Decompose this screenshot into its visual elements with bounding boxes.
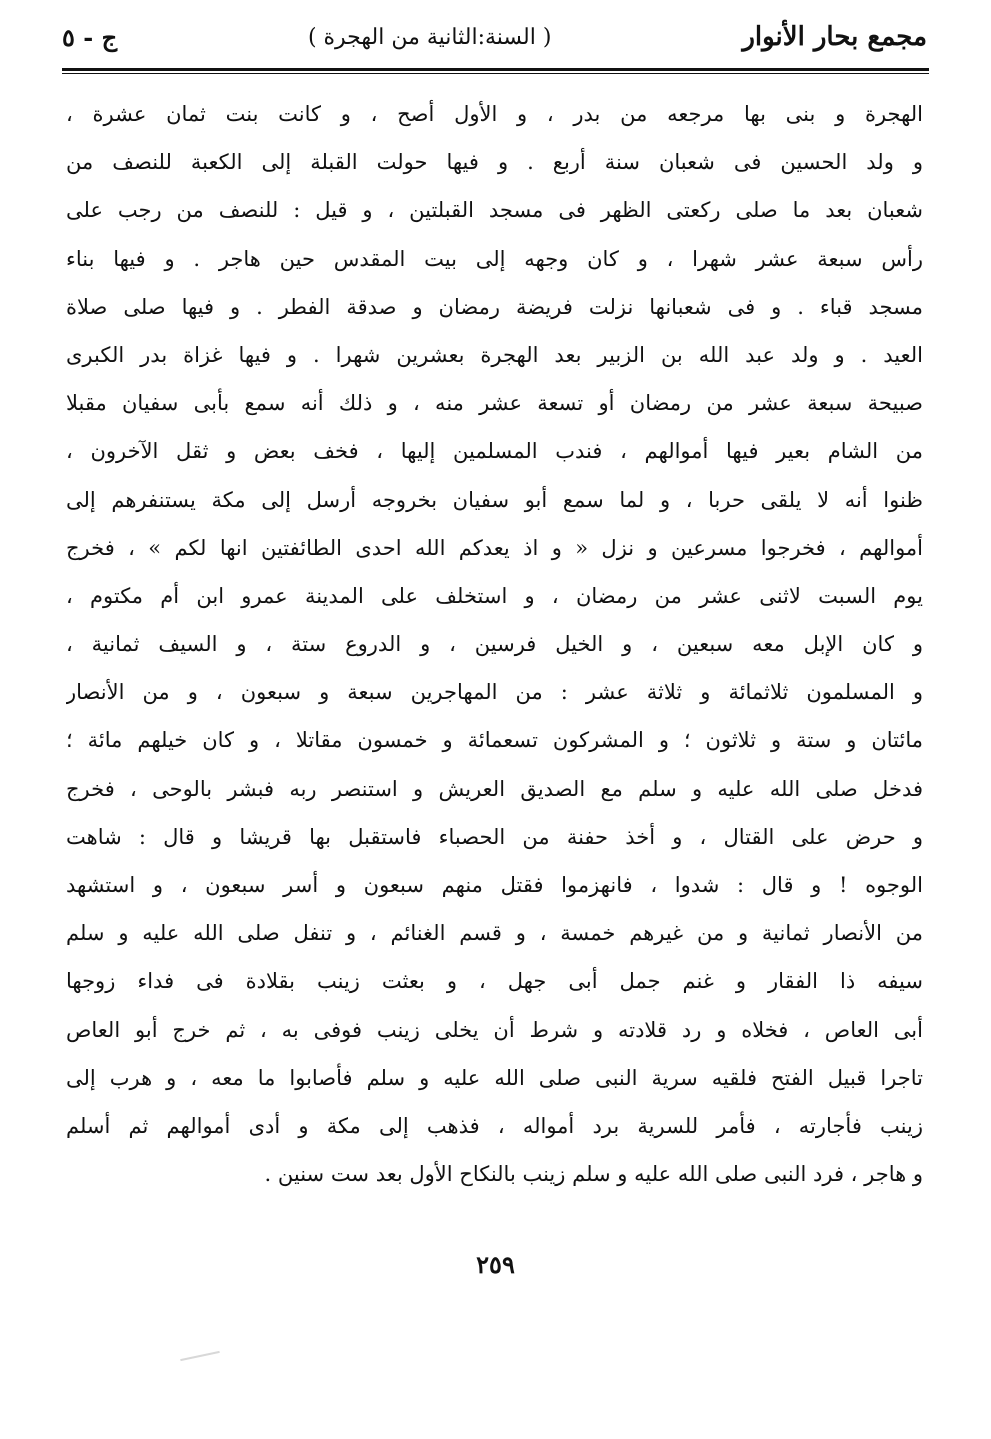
text-line: و ولد الحسين فى شعبان سنة أربع . و فيها حولت القبلة إلى الكعبة للنصف من — [66, 150, 923, 175]
text-line: أبى العاص ، فخلاه و رد قلادته و شرط أن يخلى زينب فوفى به ، ثم خرج أبو العاص — [66, 1017, 923, 1042]
page-body — [66, 90, 923, 1198]
text-line: من الشام بعير فيها أموالهم ، فندب المسلمين إليها ، فخف بعض و ثقل الآخرون ، — [66, 439, 923, 464]
section-title: ( السنة:الثانية من الهجرة ) — [307, 24, 552, 50]
text-line: أموالهم ، فخرجوا مسرعين و نزل « و اذ يعدكم الله احدى الطائفتين انها لكم » ، فخرج — [66, 535, 923, 560]
scan-mark — [180, 1351, 220, 1361]
book-title: مجمع بحار الأنوار — [742, 22, 927, 52]
page-number: ٢٥٩ — [476, 1250, 515, 1279]
text-line: شعبان بعد ما صلى ركعتى الظهر فى مسجد القبلتين ، و قيل : للنصف من رجب على — [66, 198, 923, 223]
running-header — [62, 14, 927, 60]
text-line: رأس سبعة عشر شهرا ، و كان وجهه إلى بيت المقدس حين هاجر . و فيها بناء — [66, 246, 923, 271]
text-line: و المسلمون ثلاثمائة و ثلاثة عشر : من المهاجرين سبعة و سبعون ، و من الأنصار — [66, 680, 923, 705]
text-line: العيد . و ولد عبد الله بن الزبير بعد الهجرة بعشرين شهرا . و فيها غزاة بدر الكبرى — [66, 342, 923, 367]
text-line: الوجوه ! و قال : شدوا ، فانهزموا فقتل منهم سبعون و أسر سبعون ، و استشهد — [66, 873, 923, 897]
text-line: مائتان و ستة و ثلاثون ؛ و المشركون تسعمائة و خمسون مقاتلا ، و كان خيلهم مائة ؛ — [66, 728, 923, 753]
volume-number: ج - ٥ — [62, 22, 118, 52]
text-line: يوم السبت لاثنى عشر من رمضان ، و استخلف على المدينة عمرو ابن أم مكتوم ، — [66, 583, 923, 608]
text-line: مسجد قباء . و فى شعبانها نزلت فريضة رمضان و صدقة الفطر . و فيها صلى صلاة — [66, 294, 923, 319]
text-line: سيفه ذا الفقار و غنم جمل أبى جهل ، و بعثت زينب بقلادة فى فداء زوجها — [66, 969, 923, 994]
text-line: فدخل صلى الله عليه و سلم مع الصديق العريش و استنصر ربه فبشر بالوحى ، فخرج — [66, 776, 923, 801]
text-line: زينب فأجارته ، فأمر للسرية برد أمواله ، فذهب إلى مكة و أدى أموالهم ثم أسلم — [66, 1113, 923, 1138]
text-line: صبيحة سبعة عشر من رمضان أو تسعة عشر منه ، و ذلك أنه سمع بأبى سفيان مقبلا — [66, 391, 923, 416]
text-line: الهجرة و بنى بها مرجعه من بدر ، و الأول أصح ، و كانت بنت ثمان عشرة ، — [66, 102, 923, 126]
text-line: و كان الإبل معه سبعين ، و الخيل فرسين ، و الدروع ستة ، و السيف ثمانية ، — [66, 632, 923, 657]
text-line: و حرض على القتال ، و أخذ حفنة من الحصباء فاستقبل بها قريشا و قال : شاهت — [66, 824, 923, 849]
header-rule — [62, 68, 929, 74]
text-line: من الأنصار ثمانية و من غيرهم خمسة ، و قسم الغنائم ، و تنفل صلى الله عليه و سلم — [66, 921, 923, 946]
text-line: تاجرا قبيل الفتح فلقيه سرية النبى صلى الله عليه و سلم فأصابوا ما معه ، و هرب إلى — [66, 1065, 923, 1090]
text-line: و هاجر ، فرد النبى صلى الله عليه و سلم زينب بالنكاح الأول بعد ست سنين . — [264, 1162, 923, 1187]
text-line: ظنوا أنه لا يلقى حربا ، و لما سمع أبو سفيان بخروجه أرسل إلى مكة يستنفرهم إلى — [66, 487, 923, 512]
